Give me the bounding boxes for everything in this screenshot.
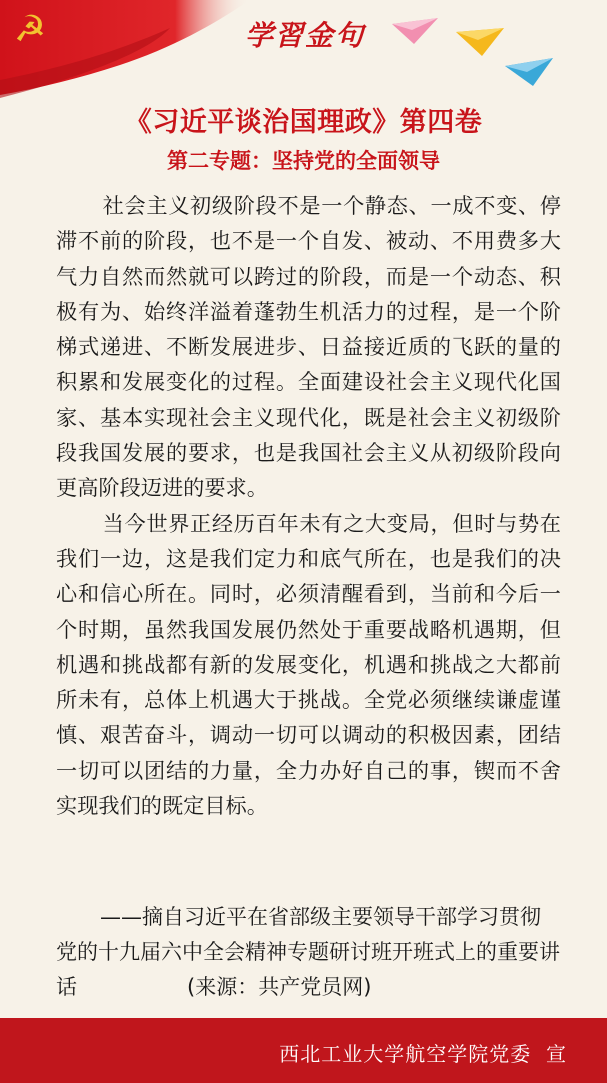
page-title: 《习近平谈治国理政》第四卷 (124, 107, 483, 138)
source-excerpt: ——摘自习近平在省部级主要领导干部学习贯彻党的十九届六中全会精神专题研讨班开班式上的重要讲话 (56, 905, 560, 999)
top-banner (0, 0, 607, 100)
paper-plane-blue-icon (505, 58, 553, 86)
paragraph-1: 社会主义初级阶段不是一个静态、一成不变、停滞不前的阶段，也不是一个自发、被动、不用费多大气力自然而然就可以跨过的阶段，而是一个动态、积极有为、始终洋溢着蓬勃生机活力的过程，是一个阶梯式递进、不断发展进步、日益接近质的飞跃的量的积累和发展变化的过程。全面建设社会主义现代化国家、基本实现社会主义现代化，既是社会主义初级阶段我国发展的要求，也是我国社会主义从初级阶段向更高阶段迈进的要求。 (56, 193, 561, 501)
article-body (56, 188, 561, 823)
paragraph-2: 当今世界正经历百年未有之大变局，但时与势在我们一边，这是我们定力和底气所在，也是我们的决心和信心所在。同时，必须清醒看到，当前和今后一个时期，虽然我国发展仍然处于重要战略机遇期，但机遇和挑战都有新的发展变化，机遇和挑战之大都前所未有，总体上机遇大于挑战。全党必须继续谦虚谨慎、艰苦奋斗，调动一切可以调动的积极因素，团结一切可以团结的力量，全力办好自己的事，锲而不舍实现我们的既定目标。 (56, 510, 561, 819)
header-script-title: 学習金句 (244, 19, 365, 52)
party-emblem-icon: ☭ (13, 9, 47, 50)
paper-plane-pink-icon (392, 18, 438, 44)
footer-bar (0, 1018, 607, 1083)
source-citation (56, 900, 561, 1005)
paper-plane-yellow-icon (456, 28, 504, 56)
page-subtitle: 第二专题：坚持党的全面领导 (167, 148, 440, 173)
source-origin: (来源：共产党员网) (187, 975, 372, 999)
footer-publisher: 西北工业大学航空学院党委 宣 (279, 1042, 567, 1066)
